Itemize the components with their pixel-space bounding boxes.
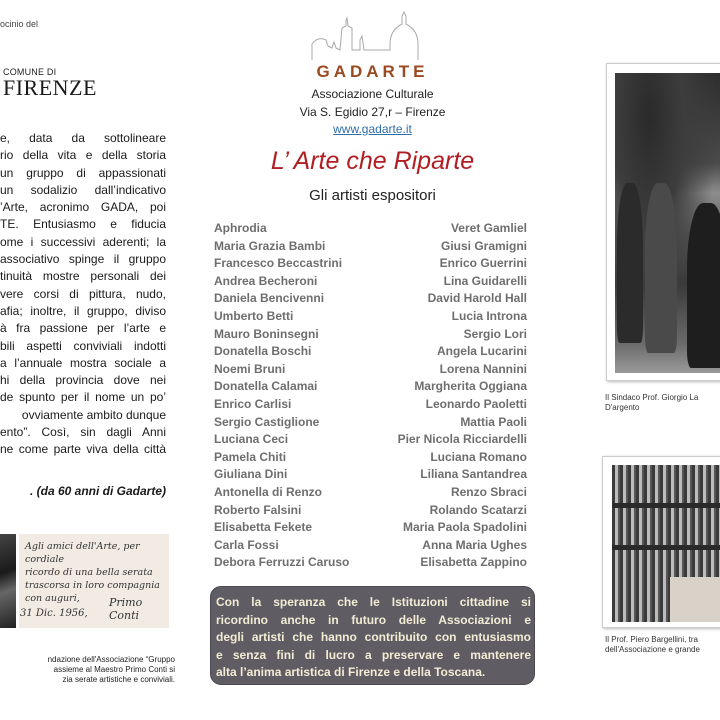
artist-name: Donatella Boschi (214, 344, 312, 359)
photo-figure (617, 183, 643, 343)
artist-name: Liliana Santandrea (420, 467, 527, 482)
comune-firenze-logo (3, 68, 97, 99)
handwritten-note (19, 534, 169, 628)
artist-name: Debora Ferruzzi Caruso (214, 555, 350, 570)
right-panel (600, 0, 720, 720)
photo-figure (645, 183, 677, 353)
history-line: ento”. Così, sin dagli Anni (0, 425, 166, 440)
history-line: à fra passione per l’arte e (0, 321, 166, 336)
artist-name: Veret Gamliel (450, 221, 527, 235)
artist-name: Francesco Beccastrini (214, 256, 343, 271)
artist-name: Angela Lucarini (436, 344, 527, 359)
note-date: 31 Dic. 1956, (20, 608, 88, 619)
closing-line: degli artisti che hanno contribuito con entusiasmo (216, 630, 531, 644)
closing-line: alta l’anima artistica di Firenze e della Toscana. (216, 665, 486, 679)
artist-name: Sergio Lori (463, 326, 527, 341)
closing-message (216, 594, 531, 682)
artist-name: Leonardo Paoletti (425, 396, 527, 411)
history-line: un gruppo di appassionati (0, 165, 166, 180)
left-panel (0, 0, 200, 720)
artist-name: Roberto Falsini (214, 502, 302, 517)
gadarte-wordmark: GADARTE (316, 62, 429, 81)
center-panel (205, 0, 540, 720)
history-text (0, 130, 166, 459)
artist-name: Donatella Calamai (214, 379, 318, 394)
artist-name: David Harold Hall (427, 291, 527, 306)
history-line: ’Arte, acronimo GADA, poi (0, 200, 166, 215)
address: Via S. Egidio 27,r – Firenze (299, 105, 446, 119)
artist-name: Pier Nicola Ricciardelli (397, 432, 527, 447)
artist-name: Mattia Paoli (460, 414, 527, 429)
florence-skyline-logo-icon (310, 8, 422, 64)
history-line: associativo spinge il gruppo (0, 252, 166, 267)
history-line: tinuità mostre personali dei (0, 269, 166, 284)
artist-name: Maria Paola Spadolini (402, 520, 527, 535)
event-subtitle: Gli artisti espositori (309, 187, 436, 204)
history-line: un sodalizio dall’indicativo (0, 182, 166, 197)
artist-name: Margherita Oggiana (414, 379, 527, 394)
artist-name: Antonella di Renzo (214, 484, 322, 499)
artist-name: Andrea Becheroni (214, 273, 318, 288)
artist-name: Anna Maria Ughes (422, 537, 527, 552)
history-line: ome i successivi aderenti; la (0, 234, 166, 249)
website-link[interactable]: www.gadarte.it (333, 122, 412, 136)
history-source: . (da 60 anni di Gadarte) (29, 484, 166, 498)
history-line: bili aspetti conviviali indotti (0, 338, 166, 353)
history-line: a l’annuale mostra sociale a (0, 355, 166, 370)
photo-caption-mayor: Il Sindaco Prof. Giorgio La D'argento (605, 393, 699, 412)
history-line: afia; inoltre, il gruppo, diviso (0, 303, 166, 318)
artist-name: Pamela Chiti (214, 449, 287, 464)
closing-line: ricordino anche in futuro delle Associazioni e (216, 612, 531, 627)
photo-bargellini (612, 465, 720, 622)
photo-caption-left: ndazione dell'Associazione “Gruppo assieme al Maestro Primo Conti si zia serate artistiche e conviviali. (47, 655, 175, 684)
history-line: TE. Entusiasmo e fiducia (0, 217, 166, 232)
historic-photo (0, 534, 16, 628)
artist-name: Lucia Introna (451, 308, 527, 323)
note-text: Agli amici dell'Arte, per cordiale ricordo di una bella serata trascorsa in loro compagnia con auguri, (25, 541, 160, 604)
artist-name: Enrico Guerrini (439, 256, 527, 271)
artist-name: Daniela Bencivenni (214, 291, 325, 306)
comune-logo-line1: COMUNE DI (3, 67, 57, 77)
patronage-text: ocinio del (0, 19, 39, 29)
photo-figure (687, 203, 720, 368)
photo-bargellini-frame (602, 456, 720, 628)
event-title: L’ Arte che Riparte (270, 147, 475, 175)
artist-name: Aphrodia (214, 221, 267, 235)
history-line: rio della vita e della storia (0, 148, 166, 163)
artist-name: Mauro Boninsegni (214, 326, 319, 341)
comune-logo-line2: FIRENZE (3, 75, 97, 100)
artist-name: Sergio Castiglione (214, 414, 320, 429)
artist-name: Umberto Betti (214, 308, 294, 323)
artist-name: Lorena Nannini (439, 361, 527, 376)
artist-name: Elisabetta Fekete (214, 520, 313, 535)
artist-name: Luciana Ceci (214, 432, 289, 447)
history-line: ovviamente ambito dunque (21, 407, 166, 422)
artists-list-right (373, 220, 527, 572)
closing-line: Con la speranza che le Istituzioni cittadine si (216, 595, 531, 609)
history-line: hi della provincia dove nei (0, 373, 166, 388)
history-line: vere corsi di pittura, nudo, (0, 286, 166, 301)
closing-message-box (210, 586, 535, 685)
photo-mayor-frame (606, 63, 720, 381)
artist-name: Giuliana Dini (214, 467, 288, 482)
artist-name: Carla Fossi (214, 537, 279, 552)
history-line: e, data da sottolineare (0, 131, 166, 145)
artist-name: Enrico Carlisi (214, 396, 292, 411)
artist-name: Luciana Romano (430, 449, 527, 464)
history-line: de spunto per il nome un po’ (0, 390, 166, 405)
artist-name: Elisabetta Zappino (420, 555, 527, 570)
photo-caption-bargellini: Il Prof. Piero Bargellini, tra dell'Associazione e grande (605, 635, 700, 654)
note-signature: Primo Conti (109, 596, 143, 622)
artist-name: Rolando Scatarzi (429, 502, 527, 517)
artist-name: Lina Guidarelli (443, 273, 527, 288)
photo-shelf (612, 545, 720, 550)
photo-shelf (612, 503, 720, 508)
artist-name: Renzo Sbraci (450, 484, 527, 499)
history-line: ne come parte viva della città (0, 442, 166, 457)
artists-list-left (214, 220, 374, 572)
photo-mayor (615, 73, 720, 373)
closing-line: e senza fini di lucro a preservare e mantenere (216, 647, 531, 662)
artist-name: Noemi Bruni (214, 361, 286, 376)
photo-book (670, 577, 720, 622)
artist-name: Giusi Gramigni (440, 238, 527, 253)
association-label: Associazione Culturale (311, 87, 434, 101)
artist-name: Maria Grazia Bambi (214, 238, 326, 253)
